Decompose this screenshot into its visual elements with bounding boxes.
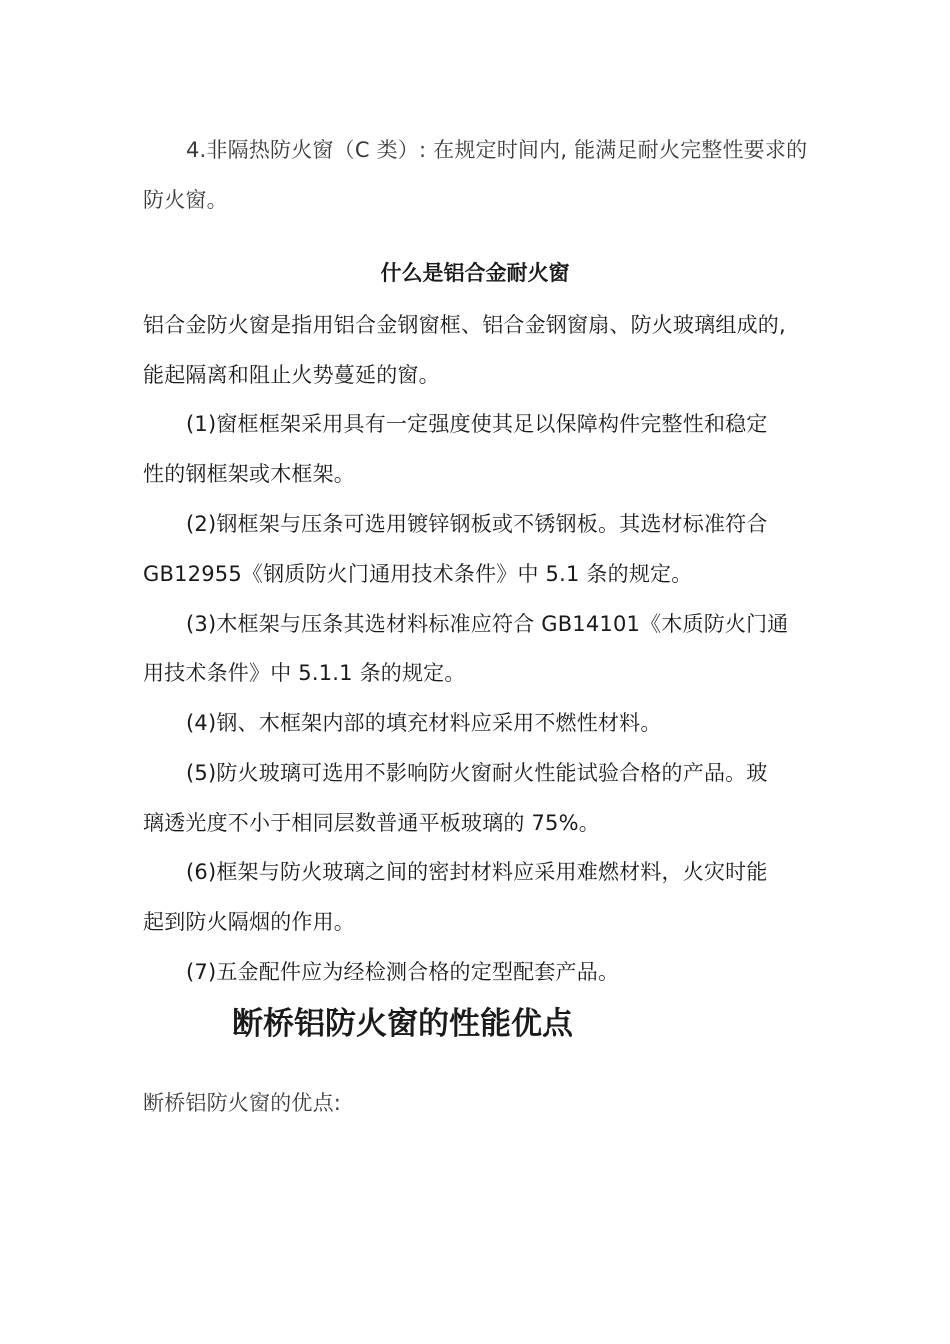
item-6-line-1: (6)框架与防火玻璃之间的密封材料应采用难燃材料，火灾时能 bbox=[186, 860, 768, 884]
item-4-line-1: (4)钢、木框架内部的填充材料应采用不燃性材料。 bbox=[186, 711, 662, 735]
item-3-line-1: (3)木框架与压条其选材料标准应符合 GB14101《木质防火门通 bbox=[186, 612, 789, 636]
item-2-line-1: (2)钢框架与压条可选用镀锌钢板或不锈钢板。其选材标准符合 bbox=[186, 512, 768, 536]
intro-line-2: 能起隔离和阻止火势蔓延的窗。 bbox=[143, 363, 440, 387]
intro-line-1: 铝合金防火窗是指用铝合金钢窗框、铝合金钢窗扇、防火玻璃组成的, bbox=[143, 313, 786, 337]
heading-aluminum-fire-window: 什么是铝合金耐火窗 bbox=[380, 261, 570, 285]
item-1-line-2: 性的钢框架或木框架。 bbox=[143, 462, 355, 486]
item-1-line-1: (1)窗框框架采用具有一定强度使其足以保障构件完整性和稳定 bbox=[186, 412, 768, 436]
item-6-line-2: 起到防火隔烟的作用。 bbox=[143, 910, 355, 934]
item-5-line-1: (5)防火玻璃可选用不影响防火窗耐火性能试验合格的产品。玻 bbox=[186, 761, 768, 785]
heading-broken-bridge-advantages: 断桥铝防火窗的性能优点 bbox=[232, 1006, 573, 1042]
item-7-line-1: (7)五金配件应为经检测合格的定型配套产品。 bbox=[186, 960, 620, 984]
section-c-line-1: 4.非隔热防火窗（C 类）: 在规定时间内, 能满足耐火完整性要求的 bbox=[186, 138, 808, 162]
section-c-line-2: 防火窗。 bbox=[143, 188, 228, 212]
advantages-label: 断桥铝防火窗的优点: bbox=[143, 1091, 342, 1115]
item-3-line-2: 用技术条件》中 5.1.1 条的规定。 bbox=[143, 661, 466, 685]
item-2-line-2: GB12955《钢质防火门通用技术条件》中 5.1 条的规定。 bbox=[143, 562, 693, 586]
item-5-line-2: 璃透光度不小于相同层数普通平板玻璃的 75%。 bbox=[143, 811, 600, 835]
